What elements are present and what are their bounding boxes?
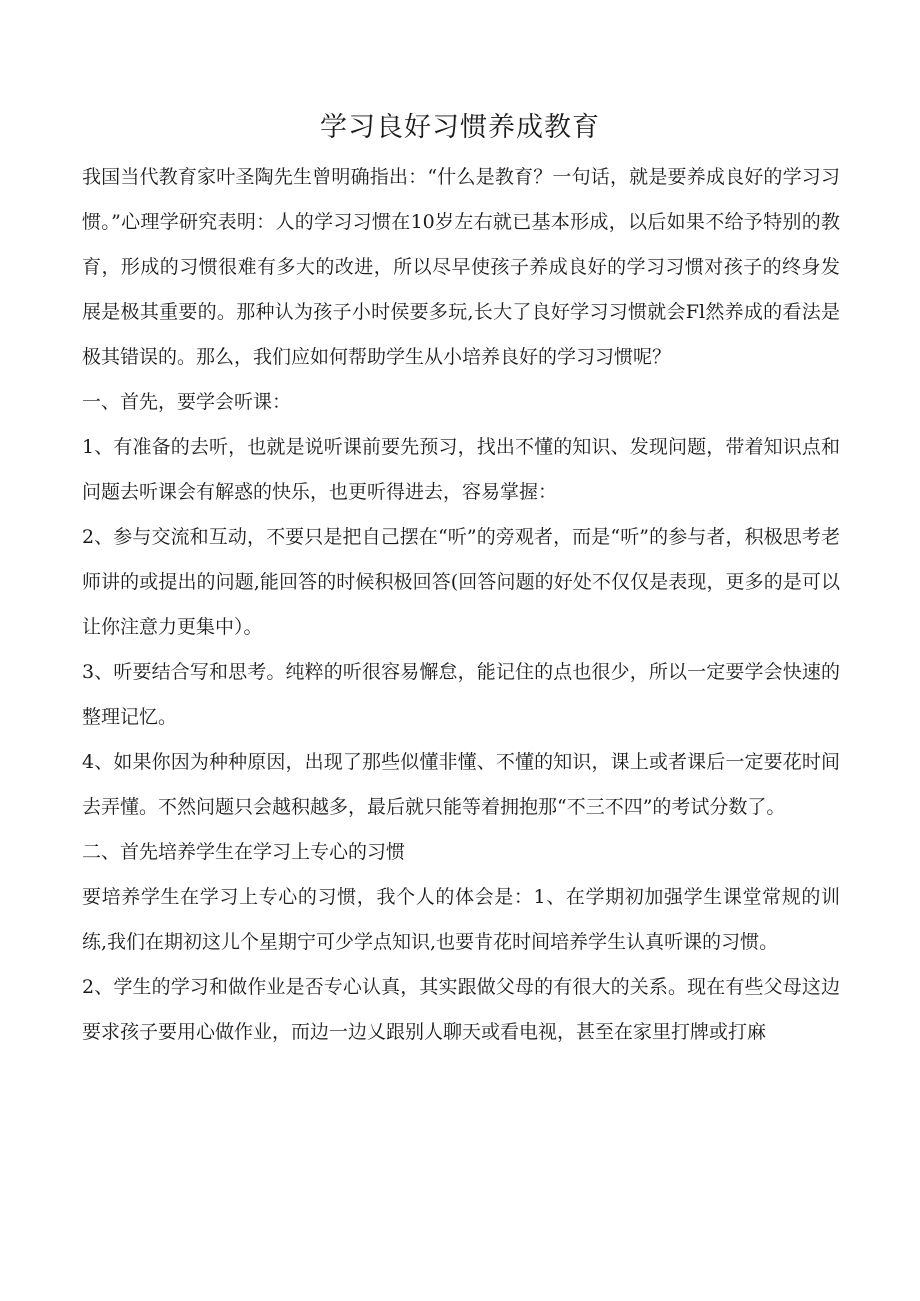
paragraph-focus-habit: 要培养学生在学习上专心的习惯，我个人的体会是：1、在学期初加强学生课堂常规的训练,我们在期初这儿个星期宁可少学点知识,也要肯花时间培养学生认真听课的习惯。 — [82, 886, 840, 953]
list-item-1: 1、有准备的去听，也就是说听课前要先预习，找出不懂的知识、发现问题，带着知识点和问题去听课会有解惑的快乐，也更听得进去，容易掌握： — [82, 436, 840, 503]
list-item-3: 3、听要结合写和思考。纯粹的听很容易懈怠，能记住的点也很少，所以一定要学会快速的整理记忆。 — [82, 661, 840, 728]
document-title: 学习良好习惯养成教育 — [320, 112, 600, 143]
paragraph-parents: 2、学生的学习和做作业是否专心认真，其实跟做父母的有很大的关系。现在有些父母这边要求孩子要用心做作业，而边一边乂跟别人聊天或看电视，甚至在家里打牌或打麻 — [82, 976, 840, 1043]
document-body — [82, 155, 840, 1055]
list-item-4: 4、如果你因为种种原因，出现了那些似懂非懂、不懂的知识，课上或者课后一定要花时间去弄懂。不然问题只会越积越多，最后就只能等着拥抱那“不三不四”的考试分数了。 — [82, 751, 840, 818]
section-heading-1: 一、首先，要学会听课： — [82, 391, 292, 413]
paragraph-intro: 我国当代教育家叶圣陶先生曾明确指出：“什么是教育？一句话，就是要养成良好的学习习惯。”心理学研究表明：人的学习习惯在10岁左右就已基本形成，以后如果不给予特别的教育，形成的习惯很难有多大的改进，所以尽早使孩子养成良好的学习习惯对孩子的终身发展是极其重要的。那种认为孩子小时侯要多玩,长大了良好学习习惯就会Fl然养成的看法是极其错误的。那么，我们应如何帮助学生从小培养良好的学习习惯呢？ — [82, 166, 840, 368]
section-heading-2: 二、首先培养学生在学习上专心的习惯 — [82, 841, 406, 863]
list-item-2: 2、参与交流和互动，不要只是把自己摆在“听”的旁观者，而是“听”的参与者，积极思考老师讲的或提出的问题,能回答的时候积极回答(回答问题的好处不仅仅是表现，更多的是可以让你注意力更集中）。 — [82, 526, 840, 638]
